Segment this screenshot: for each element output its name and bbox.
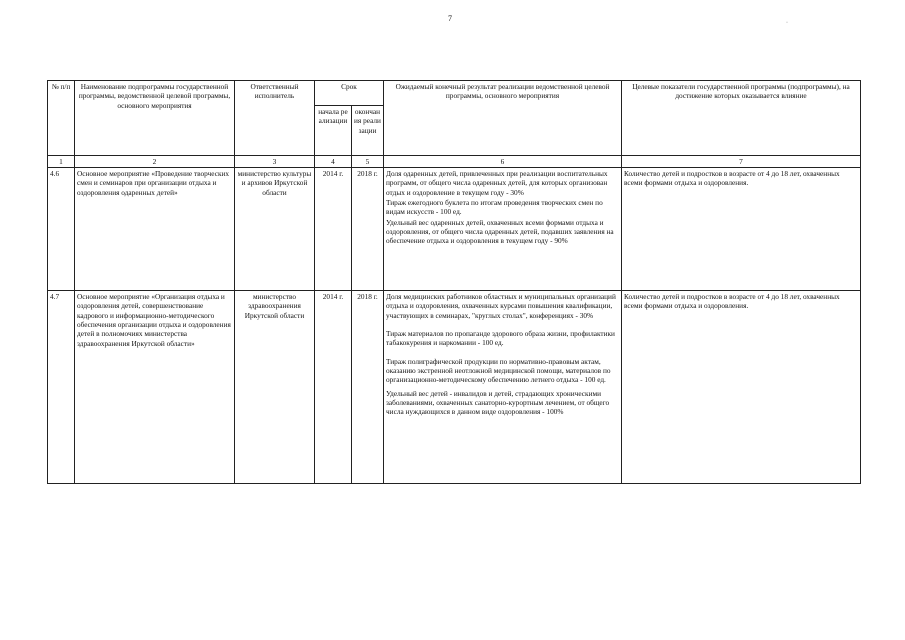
column-number: 1 bbox=[48, 156, 75, 168]
row-start: 2014 г. bbox=[315, 291, 352, 484]
scan-speck: · bbox=[786, 20, 788, 26]
column-number-row bbox=[48, 156, 861, 168]
row-name: Основное мероприятие «Организация отдыха и оздоровления детей, совершенствование кадрового и информационно-методического обеспечения организации отдыха и оздоровления детей в полномочиях министерства здравоохранения Иркутской области» bbox=[75, 291, 235, 484]
column-number: 3 bbox=[235, 156, 315, 168]
row-num: 4.7 bbox=[48, 291, 75, 484]
result-item: Тираж ежегодного буклета по итогам проведения творческих смен по видам искусств - 100 ед. bbox=[386, 197, 603, 217]
header-num: № п/п bbox=[48, 81, 75, 156]
row-start: 2014 г. bbox=[315, 168, 352, 291]
header-name: Наименование подпрограммы государственной программы, ведомственной целевой программы, основного мероприятия bbox=[75, 81, 235, 156]
header-term-start: начала реализации bbox=[315, 106, 352, 156]
result-item: Доля медицинских работников областных и муниципальных организаций отдыха и оздоровления, охваченных курсами повышения квалификации, участвующих в семинарах, "круглых столах", конференциях - 30% bbox=[386, 292, 616, 320]
row-results bbox=[384, 168, 622, 291]
column-number: 5 bbox=[352, 156, 384, 168]
table-row bbox=[48, 291, 861, 484]
result-item: Тираж материалов по пропаганде здорового образа жизни, профилактики табакокурения и наркомании - 100 ед. bbox=[386, 328, 615, 348]
row-indicators: Количество детей и подростков в возрасте от 4 до 18 лет, охваченных всеми формами отдыха и оздоровления. bbox=[622, 168, 861, 291]
row-responsible: министерство здравоохранения Иркутской области bbox=[235, 291, 315, 484]
header-row-top bbox=[48, 81, 861, 106]
program-table bbox=[47, 80, 861, 484]
header-term: Срок bbox=[315, 81, 384, 106]
result-item: Удельный вес детей - инвалидов и детей, страдающих хроническими заболеваниями, охваченных санаторно-курортным лечением, от общего числа нуждающихся в данном виде оздоровления - 100% bbox=[386, 388, 610, 417]
header-responsible: Ответственный исполнитель bbox=[235, 81, 315, 156]
column-number: 6 bbox=[384, 156, 622, 168]
column-number: 4 bbox=[315, 156, 352, 168]
row-num: 4.6 bbox=[48, 168, 75, 291]
row-end: 2018 г. bbox=[352, 291, 384, 484]
table-row bbox=[48, 168, 861, 291]
header-indicators: Целевые показатели государственной программы (подпрограммы), на достижение которых оказывается влияние bbox=[622, 81, 861, 156]
column-number: 7 bbox=[622, 156, 861, 168]
page-number: 7 bbox=[448, 14, 452, 23]
result-item: Тираж полиграфической продукции по нормативно-правовым актам, оказанию экстренной неотложной медицинской помощи, материалов по организационно-методическому обеспечению летнего отдыха - 100 ед. bbox=[386, 356, 611, 385]
row-indicators: Количество детей и подростков в возрасте от 4 до 18 лет, охваченных всеми формами отдыха и оздоровления. bbox=[622, 291, 861, 484]
result-item: Доля одаренных детей, привлеченных при реализации воспитательных программ, от общего числа одаренных детей, для которых организован отдых и оздоровление в текущем году - 30% bbox=[386, 169, 608, 197]
result-item: Удельный вес одаренных детей, охваченных всеми формами отдыха и оздоровления, от общего числа одаренных детей, подавших заявления на обеспечение отдыха и оздоровления в текущем году - 90% bbox=[386, 217, 614, 246]
column-number: 2 bbox=[75, 156, 235, 168]
row-name: Основное мероприятие «Проведение творческих смен и семинаров при организации отдыха и оздоровления одаренных детей» bbox=[75, 168, 235, 291]
header-term-end: окончания реализации bbox=[352, 106, 384, 156]
row-end: 2018 г. bbox=[352, 168, 384, 291]
row-results bbox=[384, 291, 622, 484]
row-responsible: министерство культуры и архивов Иркутской области bbox=[235, 168, 315, 291]
header-result: Ожидаемый конечный результат реализации ведомственной целевой программы, основного мероприятия bbox=[384, 81, 622, 156]
